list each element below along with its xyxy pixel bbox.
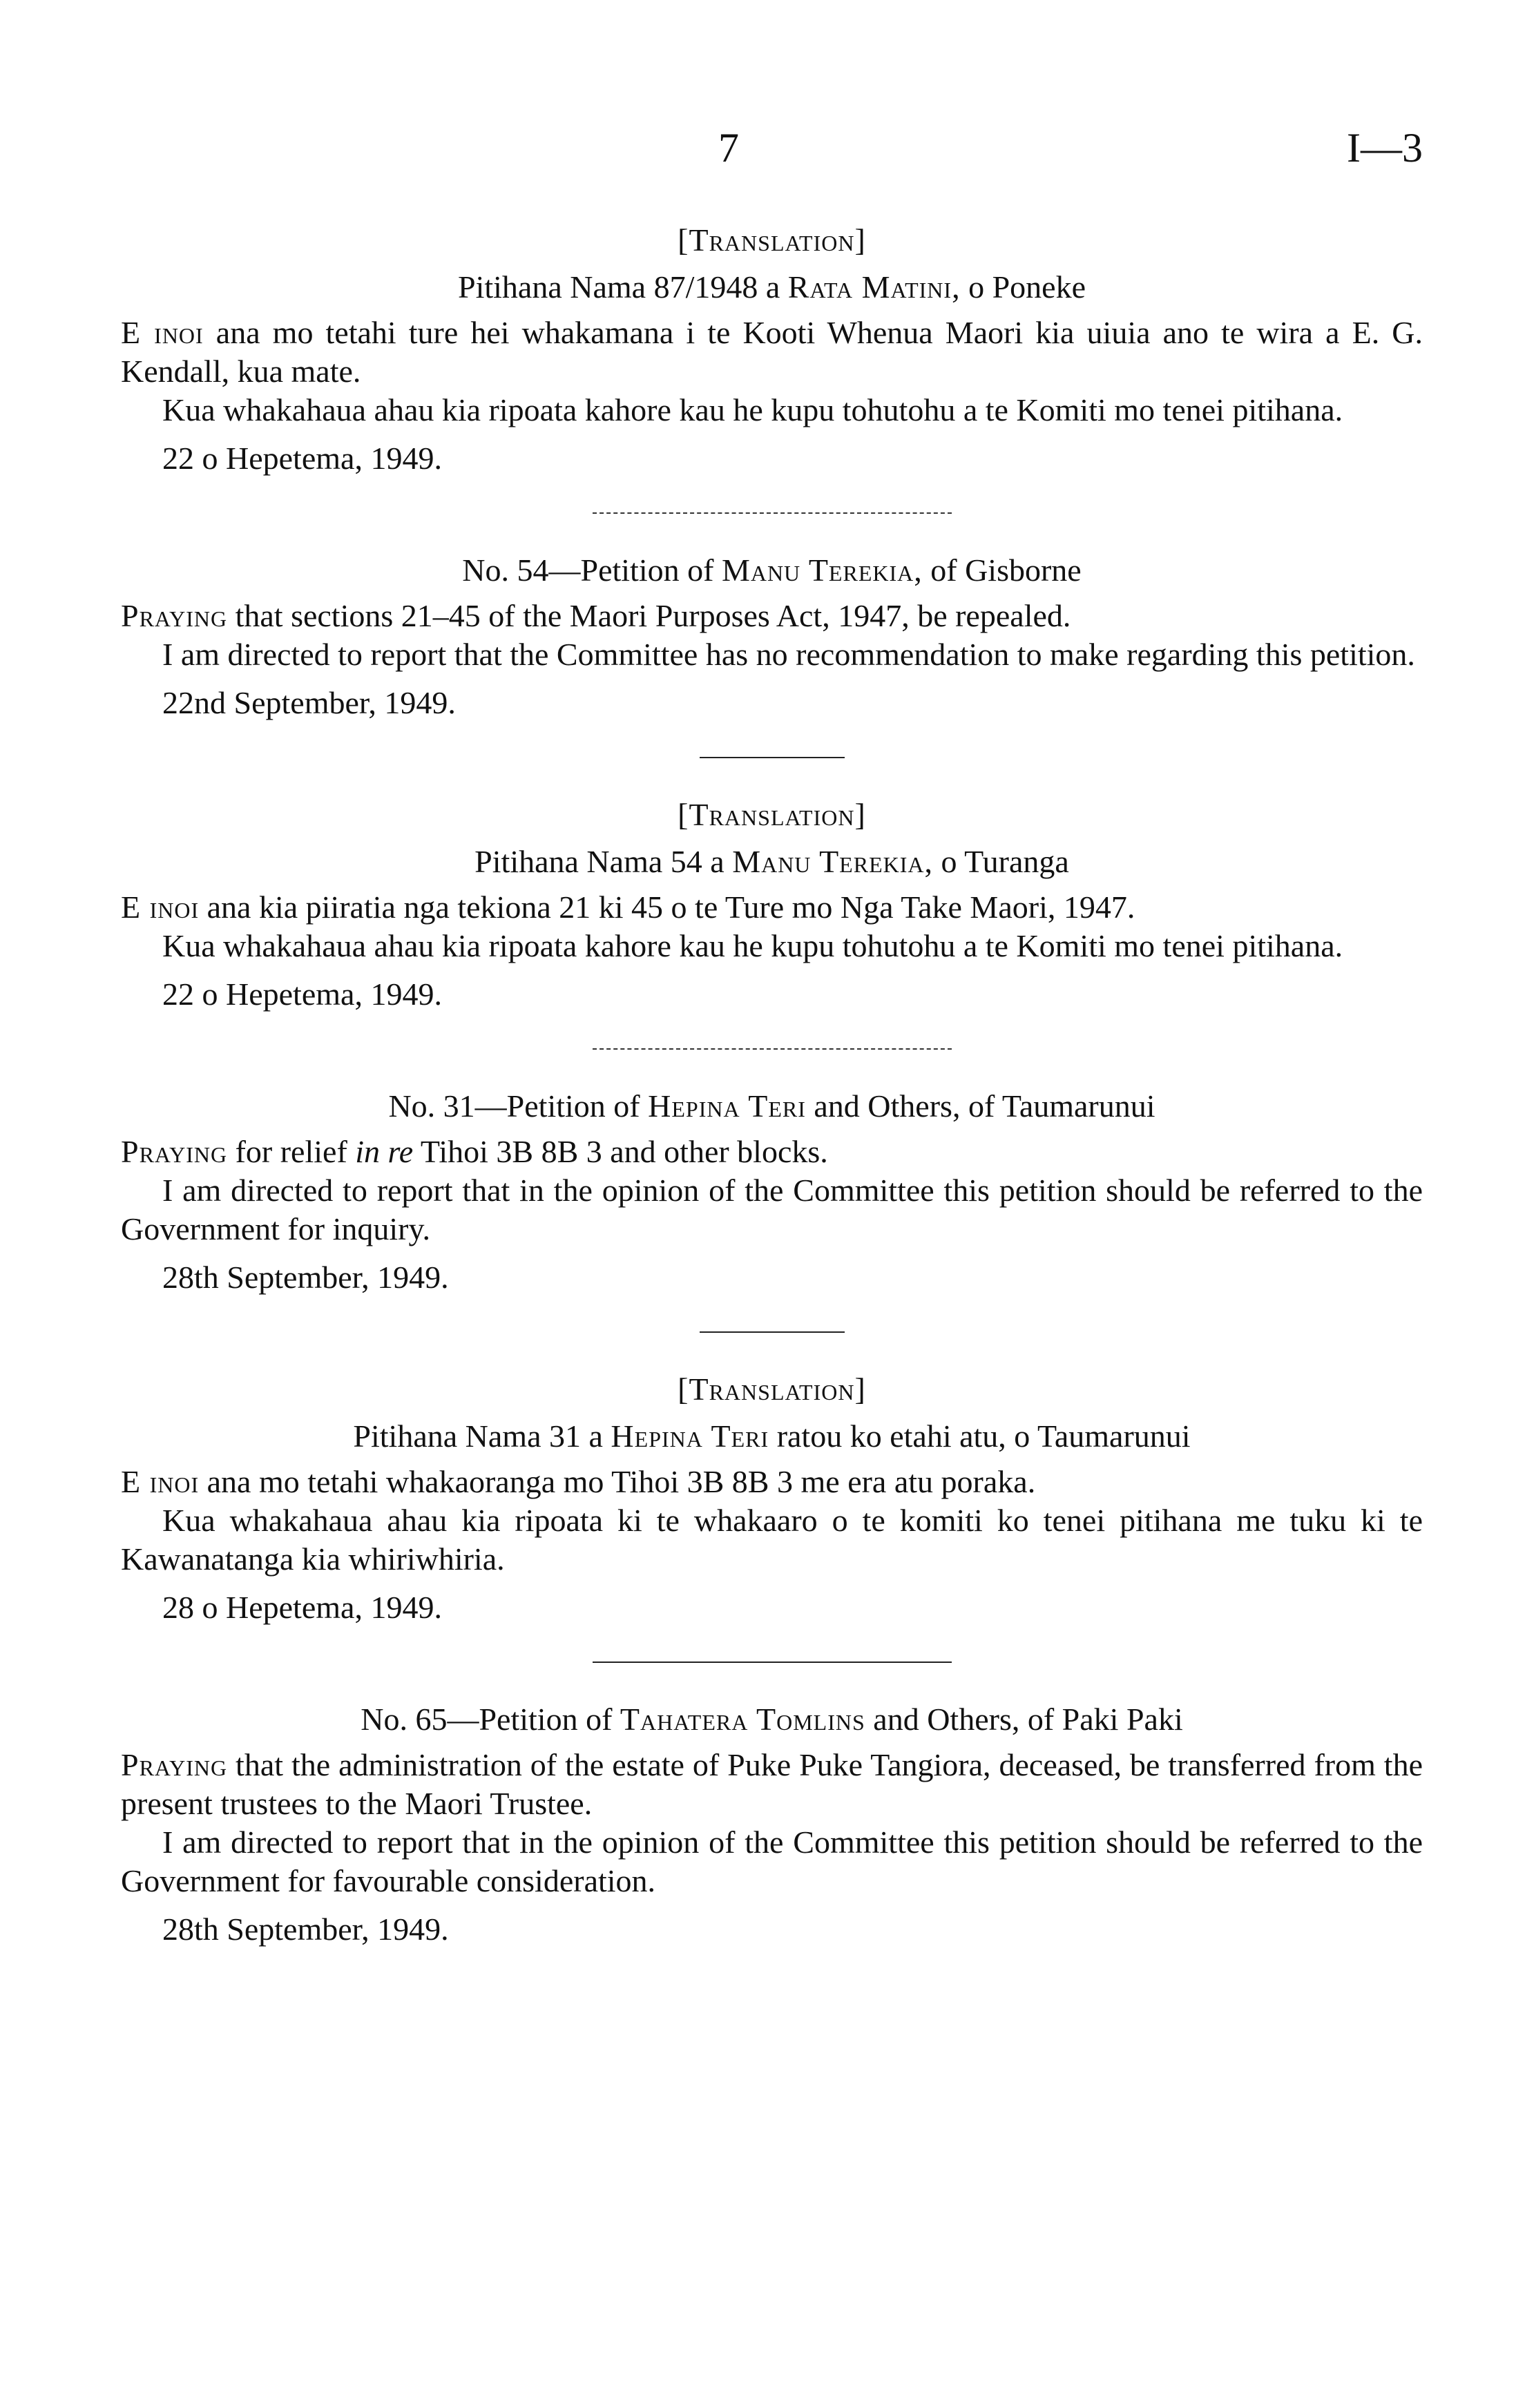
date: 28th September, 1949. xyxy=(162,1260,449,1295)
petition-title: No. 65—Petition of Tahatera Tomlins and Others, of Paki Paki xyxy=(361,1702,1183,1737)
prayer-text: E inoi ana kia piiratia nga tekiona 21 ki 45 o te Ture mo Nga Take Maori, 1947. xyxy=(121,889,1135,925)
date: 22 o Hepetema, 1949. xyxy=(162,441,442,476)
report-text: I am directed to report that the Committee has no recommendation to make regarding this petition. xyxy=(162,637,1415,672)
translation-label: [Translation] xyxy=(678,797,866,832)
prayer-text: Praying that the administration of the estate of Puke Puke Tangiora, deceased, be transferred from the present trustees to the Maori Trustee. xyxy=(121,1747,1423,1821)
section-divider xyxy=(700,757,845,758)
section-divider xyxy=(700,1331,845,1333)
prayer-text: E inoi ana mo tetahi whakaoranga mo Tihoi 3B 8B 3 me era atu poraka. xyxy=(121,1464,1036,1499)
date: 22 o Hepetema, 1949. xyxy=(162,976,442,1012)
petition-section xyxy=(121,1700,1423,1949)
petition-section xyxy=(121,221,1423,478)
petition-section xyxy=(121,1370,1423,1627)
report-text: I am directed to report that in the opinion of the Committee this petition should be referred to the Government for favourable consideration. xyxy=(121,1824,1423,1898)
petition-title: Pitihana Nama 87/1948 a Rata Matini, o Poneke xyxy=(458,269,1086,305)
petition-title: No. 31—Petition of Hepina Teri and Others, of Taumarunui xyxy=(388,1088,1155,1124)
date: 28th September, 1949. xyxy=(162,1911,449,1947)
petition-title: Pitihana Nama 54 a Manu Terekia, o Turanga xyxy=(474,844,1069,879)
report-text: Kua whakahaua ahau kia ripoata ki te whakaaro o te komiti ko tenei pitihana me tuku ki te Kawanatanga kia whiriwhiria. xyxy=(121,1503,1423,1577)
section-divider xyxy=(593,512,952,514)
report-text: Kua whakahaua ahau kia ripoata kahore kau he kupu tohutohu a te Komiti mo tenei pitihana. xyxy=(162,392,1343,427)
translation-label: [Translation] xyxy=(678,1371,866,1407)
petition-section xyxy=(121,551,1423,722)
petition-section xyxy=(121,796,1423,1014)
section-divider xyxy=(593,1048,952,1050)
prayer-text: Praying that sections 21–45 of the Maori Purposes Act, 1947, be repealed. xyxy=(121,598,1071,633)
petition-title: No. 54—Petition of Manu Terekia, of Gisborne xyxy=(462,552,1082,588)
report-text: Kua whakahaua ahau kia ripoata kahore kau he kupu tohutohu a te Komiti mo tenei pitihana. xyxy=(162,928,1343,963)
date: 22nd September, 1949. xyxy=(162,685,456,720)
document-body xyxy=(121,207,1423,1949)
prayer-text: E inoi ana mo tetahi ture hei whakamana i te Kooti Whenua Maori kia uiuia ano te wira a E. G. Kendall, kua mate. xyxy=(121,315,1423,389)
petition-title: Pitihana Nama 31 a Hepina Teri ratou ko etahi atu, o Taumarunui xyxy=(353,1418,1191,1454)
petition-section xyxy=(121,1087,1423,1297)
date: 28 o Hepetema, 1949. xyxy=(162,1590,442,1625)
page-number: 7 xyxy=(718,125,739,171)
translation-label: [Translation] xyxy=(678,222,866,258)
document-reference: I—3 xyxy=(1347,125,1423,171)
section-divider xyxy=(593,1661,952,1663)
prayer-text: Praying for relief in re Tihoi 3B 8B 3 and other blocks. xyxy=(121,1134,828,1169)
report-text: I am directed to report that in the opinion of the Committee this petition should be referred to the Government for inquiry. xyxy=(121,1173,1423,1246)
